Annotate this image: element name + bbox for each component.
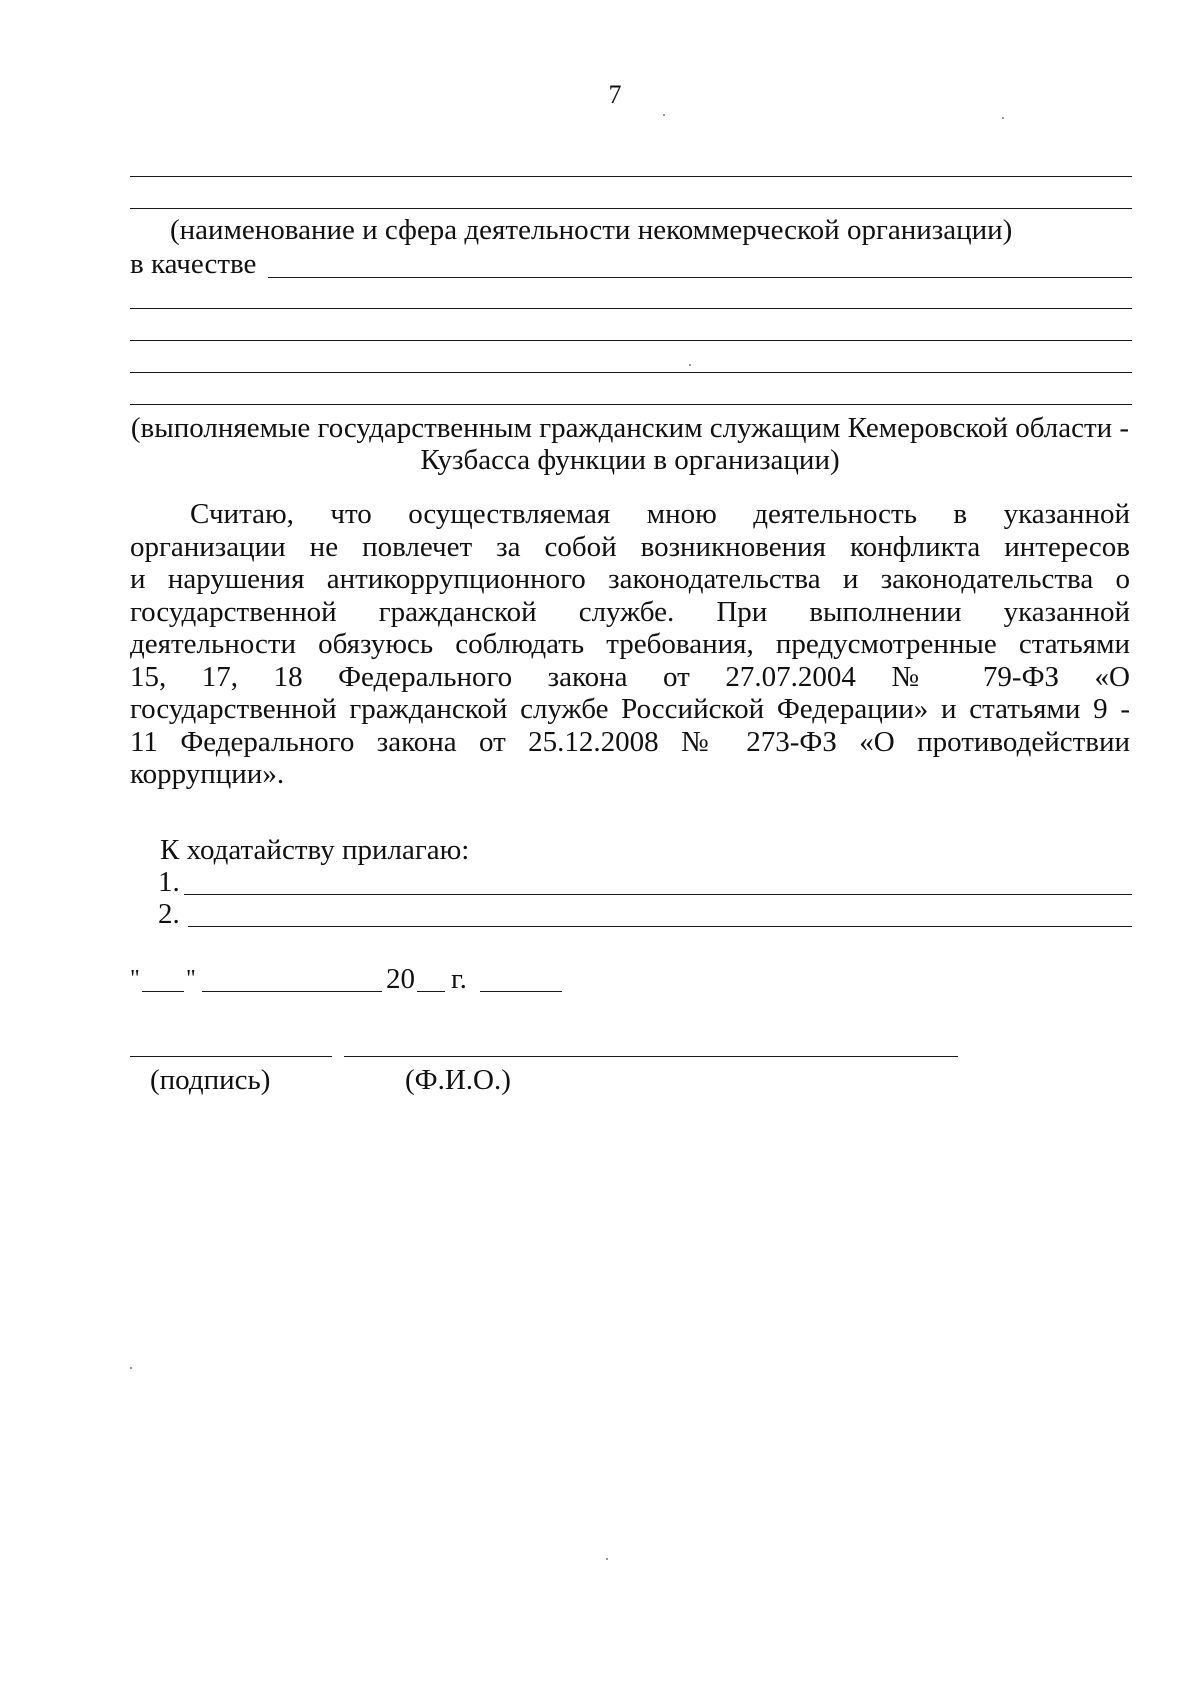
functions-caption-line2: Кузбасса функции в организации)	[420, 444, 840, 476]
page-number: 7	[608, 80, 622, 109]
full-name-input-line[interactable]	[344, 1056, 958, 1057]
scan-speck	[689, 364, 691, 366]
statement-line: 11 Федерального закона от 25.12.2008 № 273-ФЗ «О противодействии	[130, 725, 1130, 758]
signature-caption: (подпись)	[150, 1064, 271, 1096]
org-name-line-2[interactable]	[130, 208, 1132, 209]
functions-line-4[interactable]	[130, 404, 1132, 405]
attachment-item-2-number: 2.	[158, 898, 180, 930]
scan-speck	[663, 114, 665, 116]
date-open-quote: "	[130, 966, 140, 992]
full-name-caption: (Ф.И.О.)	[405, 1064, 511, 1096]
functions-line-2[interactable]	[130, 340, 1132, 341]
statement-line: коррупции».	[130, 758, 285, 790]
year-input-line[interactable]	[417, 991, 445, 992]
day-input-line[interactable]	[142, 991, 184, 992]
date-close-quote: "	[186, 966, 196, 992]
statement-paragraph	[130, 498, 1130, 791]
functions-line-1[interactable]	[130, 308, 1132, 309]
statement-line: государственной гражданской службе Российской Федерации» и статьями 9 -	[130, 693, 1130, 725]
year-prefix: 20	[386, 963, 415, 995]
date-extra-line[interactable]	[480, 991, 562, 992]
year-suffix: г.	[451, 963, 467, 995]
attachment-item-2-line[interactable]	[188, 926, 1132, 927]
statement-line: 15, 17, 18 Федерального закона от 27.07.2004 № 79-ФЗ «О	[130, 660, 1130, 693]
attachments-heading: К ходатайству прилагаю:	[160, 834, 470, 866]
role-input-line[interactable]	[268, 277, 1132, 278]
statement-line: деятельности обязуюсь соблюдать требования, предусмотренные статьями	[130, 628, 1130, 660]
functions-line-3[interactable]	[130, 372, 1132, 373]
statement-line: и нарушения антикоррупционного законодательства и законодательства о	[130, 563, 1130, 595]
role-label: в качестве	[130, 248, 257, 280]
attachment-item-1-number: 1.	[158, 866, 180, 898]
attachment-item-1-line[interactable]	[184, 894, 1132, 895]
statement-line: государственной гражданской службе. При выполнении указанной	[130, 595, 1130, 628]
statement-line: Считаю, что осуществляемая мною деятельность в указанной	[190, 498, 1130, 530]
org-caption: (наименование и сфера деятельности некоммерческой организации)	[170, 214, 1013, 246]
scan-speck	[130, 1367, 132, 1369]
scan-speck	[1002, 117, 1004, 119]
org-name-line-1[interactable]	[130, 176, 1132, 177]
functions-caption-line1: (выполняемые государственным гражданским служащим Кемеровской области -	[130, 412, 1130, 444]
scan-speck	[606, 1558, 608, 1560]
signature-input-line[interactable]	[130, 1056, 332, 1057]
statement-line: организации не повлечет за собой возникновения конфликта интересов	[130, 530, 1130, 563]
month-input-line[interactable]	[202, 991, 382, 992]
